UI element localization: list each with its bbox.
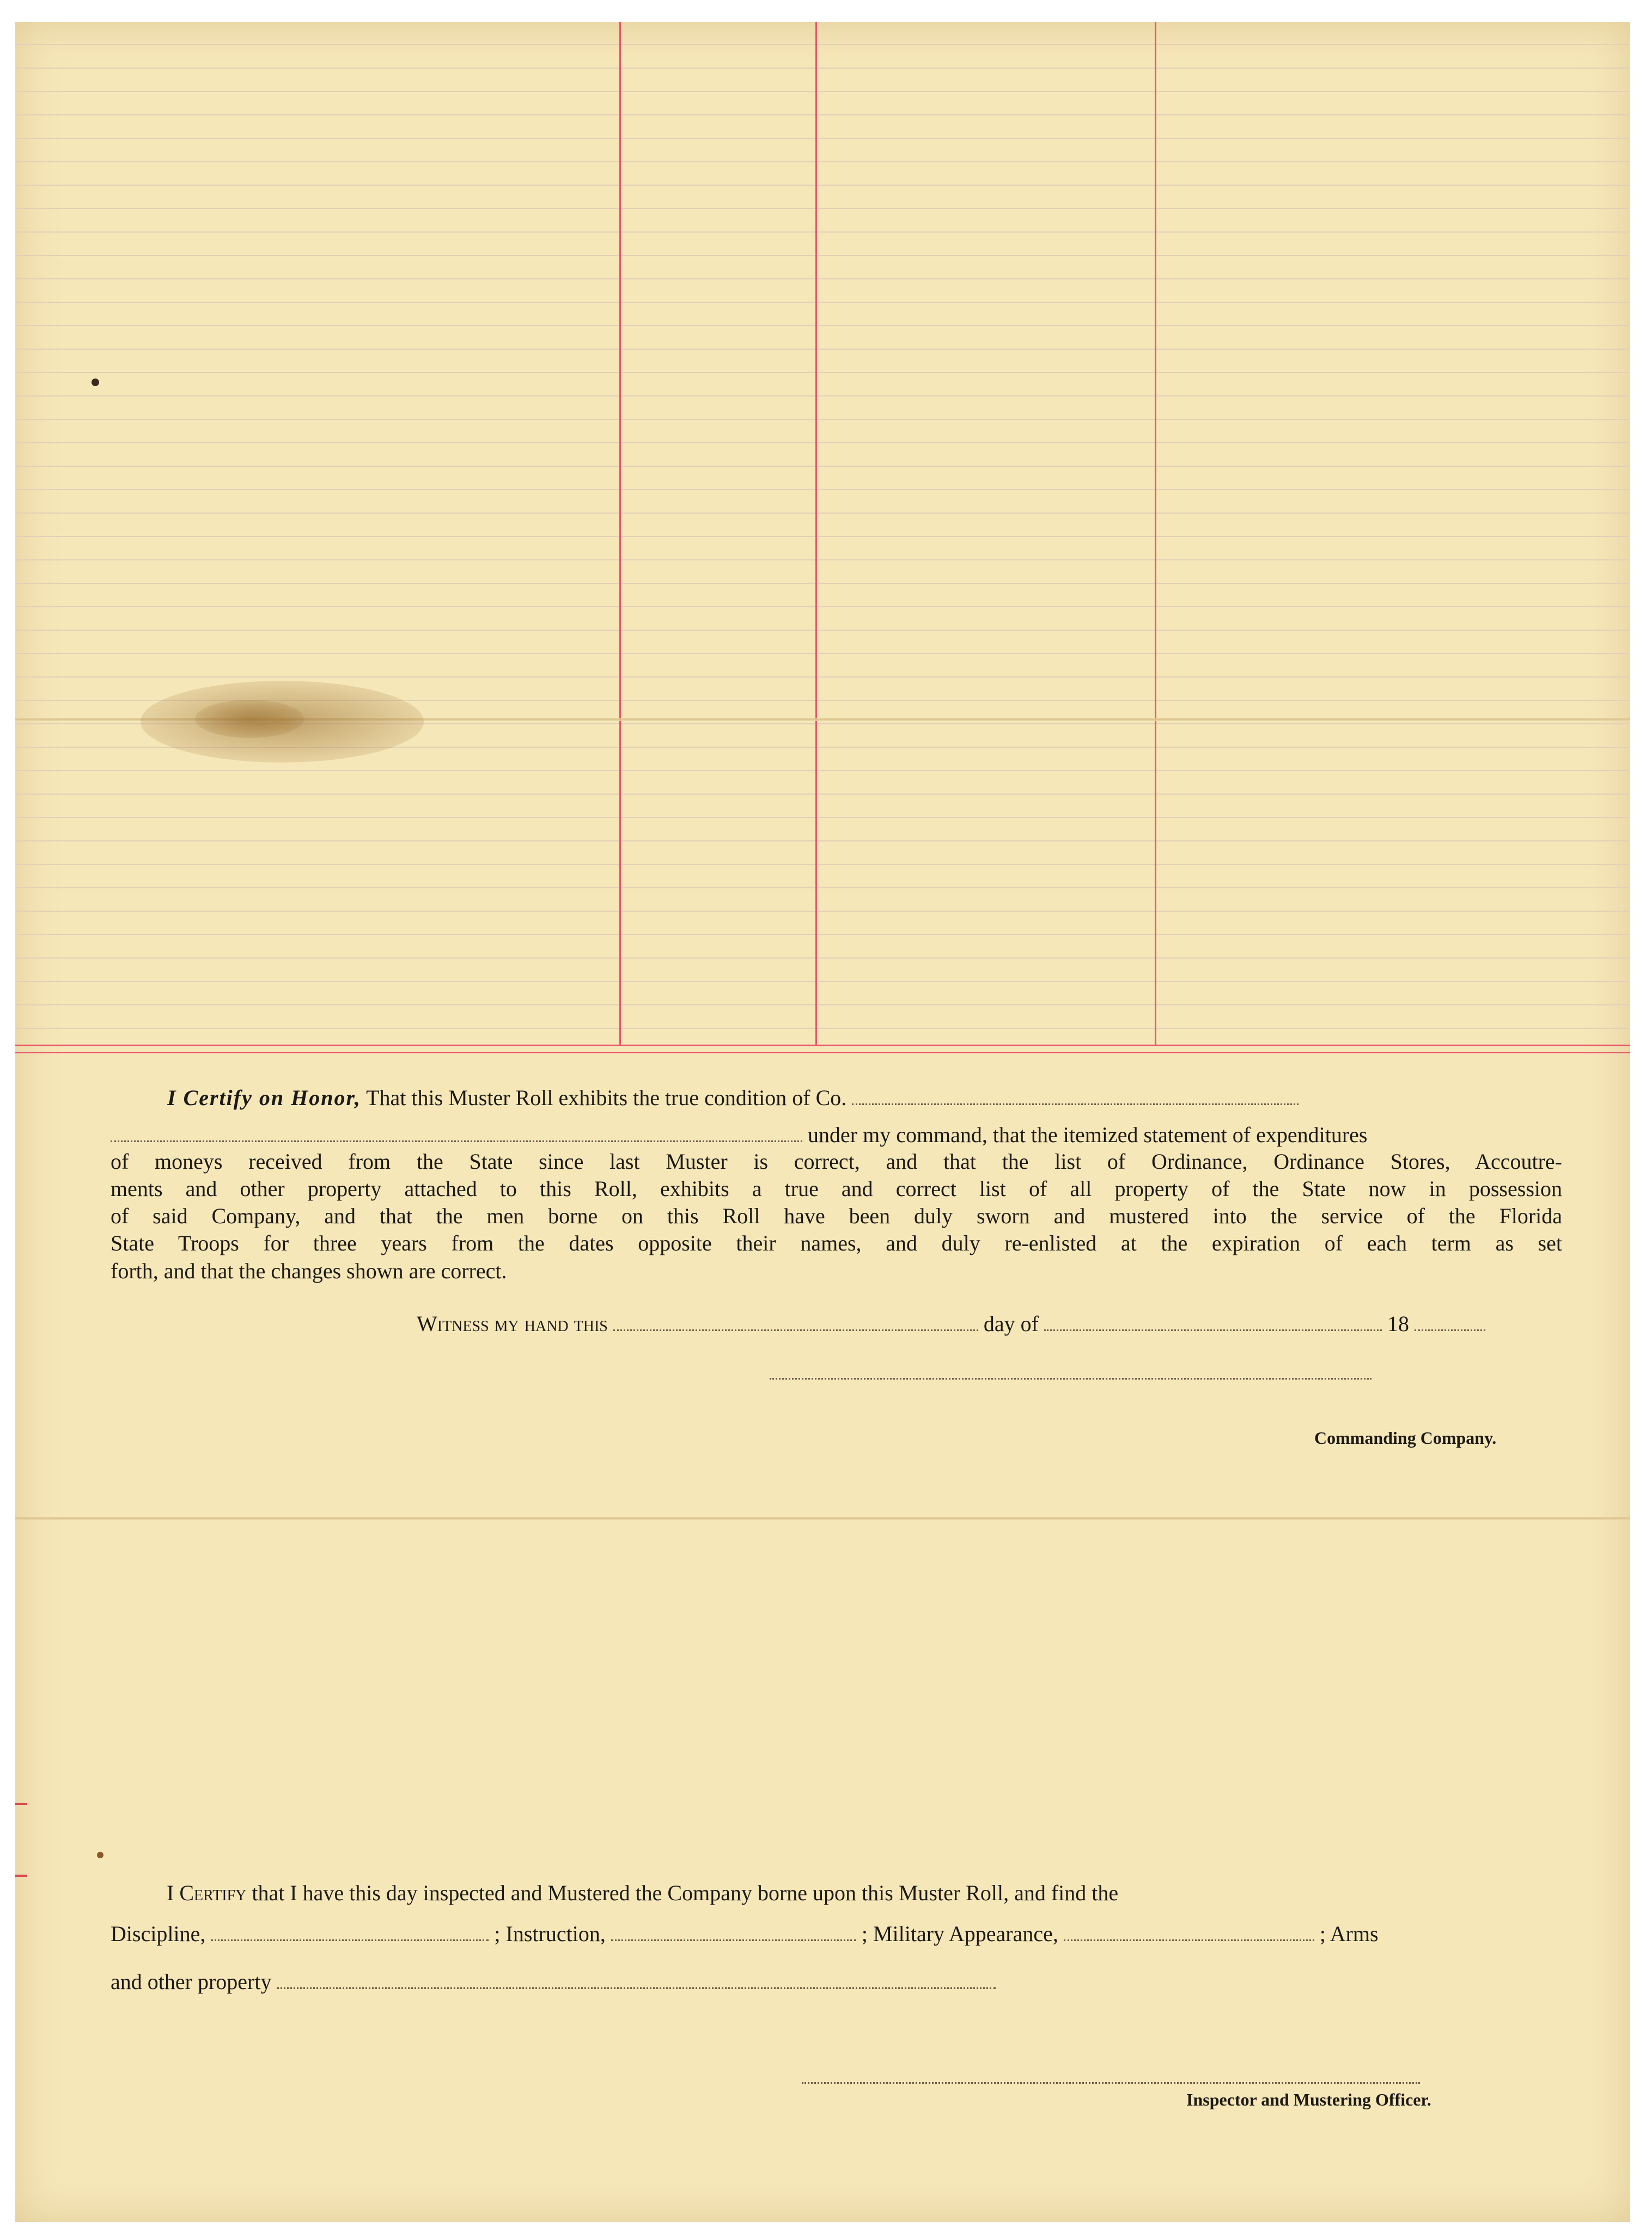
ink-speck — [92, 379, 99, 386]
other-property-field[interactable] — [277, 1971, 996, 1989]
inspection-text: that I have this day inspected and Mustered the Company borne upon this Muster Roll, and find the — [252, 1881, 1119, 1905]
inspection-line-3 — [111, 1968, 996, 1996]
inspector-caption: Inspector and Mustering Officer. — [1186, 2090, 1431, 2109]
muster-roll-sheet — [15, 22, 1630, 2222]
inspection-line-2 — [111, 1920, 1379, 1948]
day-field[interactable] — [613, 1313, 978, 1331]
year-field[interactable] — [1415, 1313, 1485, 1331]
discipline-label: Discipline, — [111, 1921, 206, 1946]
certificate-line-7: forth, and that the changes shown are correct. — [111, 1259, 507, 1283]
arms-label: ; Arms — [1319, 1921, 1379, 1946]
commanding-caption: Commanding Company. — [1314, 1428, 1497, 1448]
paper-fold — [15, 1517, 1630, 1520]
column-rule-2 — [815, 22, 817, 1046]
edge-mark — [15, 1875, 27, 1877]
certificate-text: under my command, that the itemized statement of expenditures — [808, 1122, 1368, 1147]
discipline-field[interactable] — [211, 1923, 489, 1941]
other-property-label: and other property — [111, 1969, 272, 1994]
witness-label: Witness my hand this — [417, 1311, 608, 1336]
certificate-line-2 — [111, 1121, 1367, 1149]
commanding-signature-line[interactable] — [770, 1378, 1371, 1380]
ink-speck — [97, 1852, 103, 1858]
ledger-bottom-rule — [15, 1045, 1630, 1046]
company-field[interactable] — [852, 1087, 1299, 1105]
year-prefix: 18 — [1387, 1311, 1409, 1336]
certificate-line-3: of moneys received from the State since last Muster is correct, and that the list of Ordinance, Ordinance Stores, Accoutre- — [111, 1149, 1562, 1174]
certificate-line-6: State Troops for three years from the dates opposite their names, and duly re-enlisted at the expiration of each term as set — [111, 1231, 1562, 1255]
certificate-line-4: ments and other property attached to this Roll, exhibits a true and correct list of all property of the State now in possession — [111, 1176, 1562, 1201]
edge-mark — [15, 1803, 27, 1805]
day-of-label: day of — [983, 1311, 1039, 1336]
certificate-text: That this Muster Roll exhibits the true condition of Co. — [366, 1085, 847, 1110]
witness-line — [417, 1310, 1485, 1338]
appearance-label: ; Military Appearance, — [861, 1921, 1058, 1946]
instruction-field[interactable] — [611, 1923, 856, 1941]
instruction-label: ; Instruction, — [494, 1921, 606, 1946]
column-rule-3 — [1155, 22, 1156, 1046]
water-stain — [195, 700, 304, 738]
appearance-field[interactable] — [1064, 1923, 1314, 1941]
ruled-ledger-area — [15, 22, 1630, 1046]
certificate-line-1 — [167, 1084, 1299, 1112]
inspector-signature-line[interactable] — [802, 2082, 1420, 2084]
inspection-lead: I Certify — [167, 1881, 247, 1905]
inspection-line-1 — [167, 1879, 1118, 1907]
ledger-bottom-rule-2 — [15, 1052, 1630, 1053]
certificate-line-5: of said Company, and that the men borne on this Roll have been duly sworn and mustered into the service of the Florida — [111, 1204, 1562, 1228]
company-name-field[interactable] — [111, 1124, 802, 1142]
certificate-lead: I Certify on Honor, — [167, 1085, 361, 1110]
month-field[interactable] — [1044, 1313, 1382, 1331]
column-rule-1 — [619, 22, 621, 1046]
